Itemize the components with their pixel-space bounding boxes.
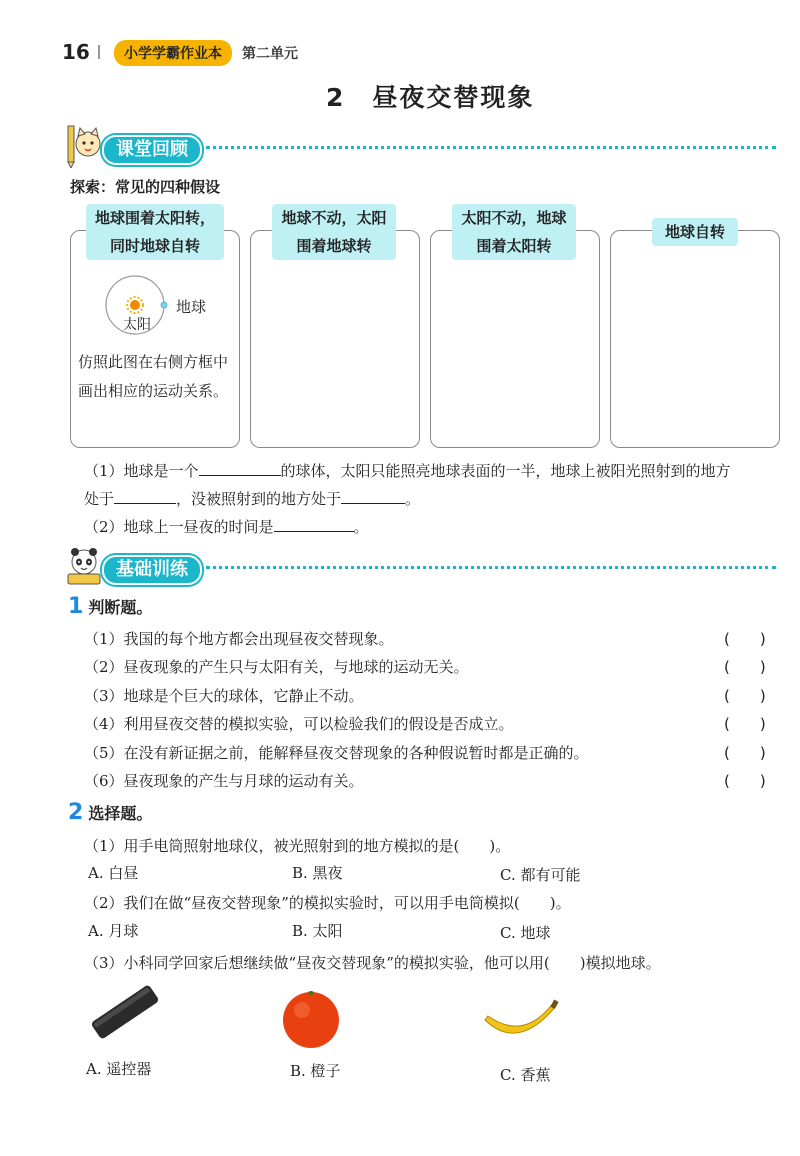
choice-option[interactable]: C. 都有可能	[500, 866, 581, 884]
book-name-badge: 小学学霸作业本	[114, 40, 232, 66]
dotted-rule	[206, 566, 776, 569]
text: 处于	[84, 490, 115, 508]
unit-label: 第二单元	[242, 46, 298, 62]
drawing-instruction: 仿照此图在右侧方框中画出相应的运动关系。	[78, 353, 229, 400]
hypothesis-tag-1	[86, 204, 224, 260]
text: 的球体，太阳只能照亮地球表面的一半，地球上被阳光照射到的地方	[280, 462, 731, 480]
choice-option[interactable]: B. 太阳	[292, 922, 343, 940]
banana-icon[interactable]	[482, 996, 560, 1046]
sun-icon	[127, 297, 143, 313]
text: （2）地球上一昼夜的时间是	[84, 518, 274, 536]
review-question-2	[84, 516, 369, 537]
lesson-title: 2 昼夜交替现象	[326, 83, 535, 112]
judge-heading	[68, 594, 152, 619]
choice-stem: （1）用手电筒照射地球仪，被光照射到的地方模拟的是( )。	[84, 837, 511, 855]
choice-option[interactable]: A. 遥控器	[86, 1060, 152, 1078]
choice-option[interactable]: C. 地球	[500, 924, 551, 942]
pencil-cat-mascot-icon	[66, 124, 102, 168]
hypothesis-tag-line: 地球围着太阳转，	[94, 209, 215, 227]
earth-label: 地球	[176, 298, 207, 316]
page-number: 16	[62, 40, 90, 64]
hypothesis-tag-3	[452, 204, 576, 260]
choice-stem: （2）我们在做“昼夜交替现象”的模拟实验时，可以用手电筒模拟( )。	[84, 894, 571, 912]
question-number: 1	[68, 594, 84, 619]
review-question-1-line2	[84, 488, 420, 509]
choice-option[interactable]: A. 月球	[88, 922, 139, 940]
judge-item: （2）昼夜现象的产生只与太阳有关，与地球的运动无关。	[84, 658, 469, 676]
answer-paren[interactable]: ( )	[724, 772, 766, 790]
explore-label: 探索：常见的四种假设	[70, 178, 221, 196]
hypothesis-tag-line: 地球不动，太阳	[281, 209, 387, 227]
judge-item: （5）在没有新证据之前，能解释昼夜交替现象的各种假说暂时都是正确的。	[84, 744, 589, 762]
hypothesis-box-2[interactable]	[250, 230, 420, 448]
answer-blank[interactable]	[114, 503, 176, 504]
choice-heading	[68, 800, 152, 825]
section-title-review: 课堂回顾	[102, 135, 202, 165]
hypothesis-tag-line: 同时地球自转	[109, 237, 200, 255]
answer-paren[interactable]: ( )	[724, 630, 766, 648]
answer-paren[interactable]: ( )	[724, 687, 766, 705]
hypothesis-box-3[interactable]	[430, 230, 600, 448]
answer-blank[interactable]	[199, 475, 281, 476]
question-title: 判断题。	[88, 598, 153, 617]
choice-option[interactable]: B. 黑夜	[292, 864, 343, 882]
text: （1）地球是一个	[84, 462, 199, 480]
studying-panda-mascot-icon	[66, 544, 102, 588]
choice-option[interactable]: B. 橙子	[290, 1062, 341, 1080]
answer-paren[interactable]: ( )	[724, 658, 766, 676]
section-banner-review	[66, 132, 776, 162]
answer-blank[interactable]	[274, 531, 354, 532]
question-title: 选择题。	[88, 804, 153, 823]
text: 。	[353, 518, 369, 536]
answer-paren[interactable]: ( )	[724, 744, 766, 762]
hypothesis-tag-line: 太阳不动，地球	[461, 209, 567, 227]
answer-paren[interactable]: ( )	[724, 715, 766, 733]
hypothesis-box-4[interactable]	[610, 230, 780, 448]
hypothesis-tag-line: 地球自转	[664, 223, 725, 241]
question-number: 2	[68, 800, 84, 825]
hypothesis-tag-line: 围着地球转	[296, 237, 372, 255]
judge-item: （3）地球是个巨大的球体，它静止不动。	[84, 687, 364, 705]
judge-item: （4）利用昼夜交替的模拟实验，可以检验我们的假设是否成立。	[84, 715, 514, 733]
hypothesis-tag-4	[652, 218, 738, 246]
section-title-training: 基础训练	[102, 555, 202, 585]
judge-item: （6）昼夜现象的产生与月球的运动有关。	[84, 772, 364, 790]
text: 。	[405, 490, 421, 508]
choice-stem: （3）小科同学回家后想继续做“昼夜交替现象”的模拟实验，他可以用( )模拟地球。	[84, 954, 661, 972]
text: ，没被照射到的地方处于	[176, 490, 342, 508]
orange-icon[interactable]	[278, 986, 344, 1050]
review-question-1-line1	[84, 460, 731, 481]
hypothesis-tag-2	[272, 204, 396, 260]
header-divider	[98, 45, 100, 59]
hypothesis-tag-line: 围着太阳转	[476, 237, 552, 255]
judge-item: （1）我国的每个地方都会出现昼夜交替现象。	[84, 630, 394, 648]
choice-option[interactable]: A. 白昼	[88, 864, 139, 882]
earth-icon	[161, 302, 167, 308]
remote-control-icon[interactable]	[86, 980, 164, 1044]
sun-label: 太阳	[123, 317, 151, 333]
answer-blank[interactable]	[341, 503, 405, 504]
section-banner-training	[66, 552, 776, 582]
dotted-rule	[206, 146, 776, 149]
choice-option[interactable]: C. 香蕉	[500, 1066, 551, 1084]
